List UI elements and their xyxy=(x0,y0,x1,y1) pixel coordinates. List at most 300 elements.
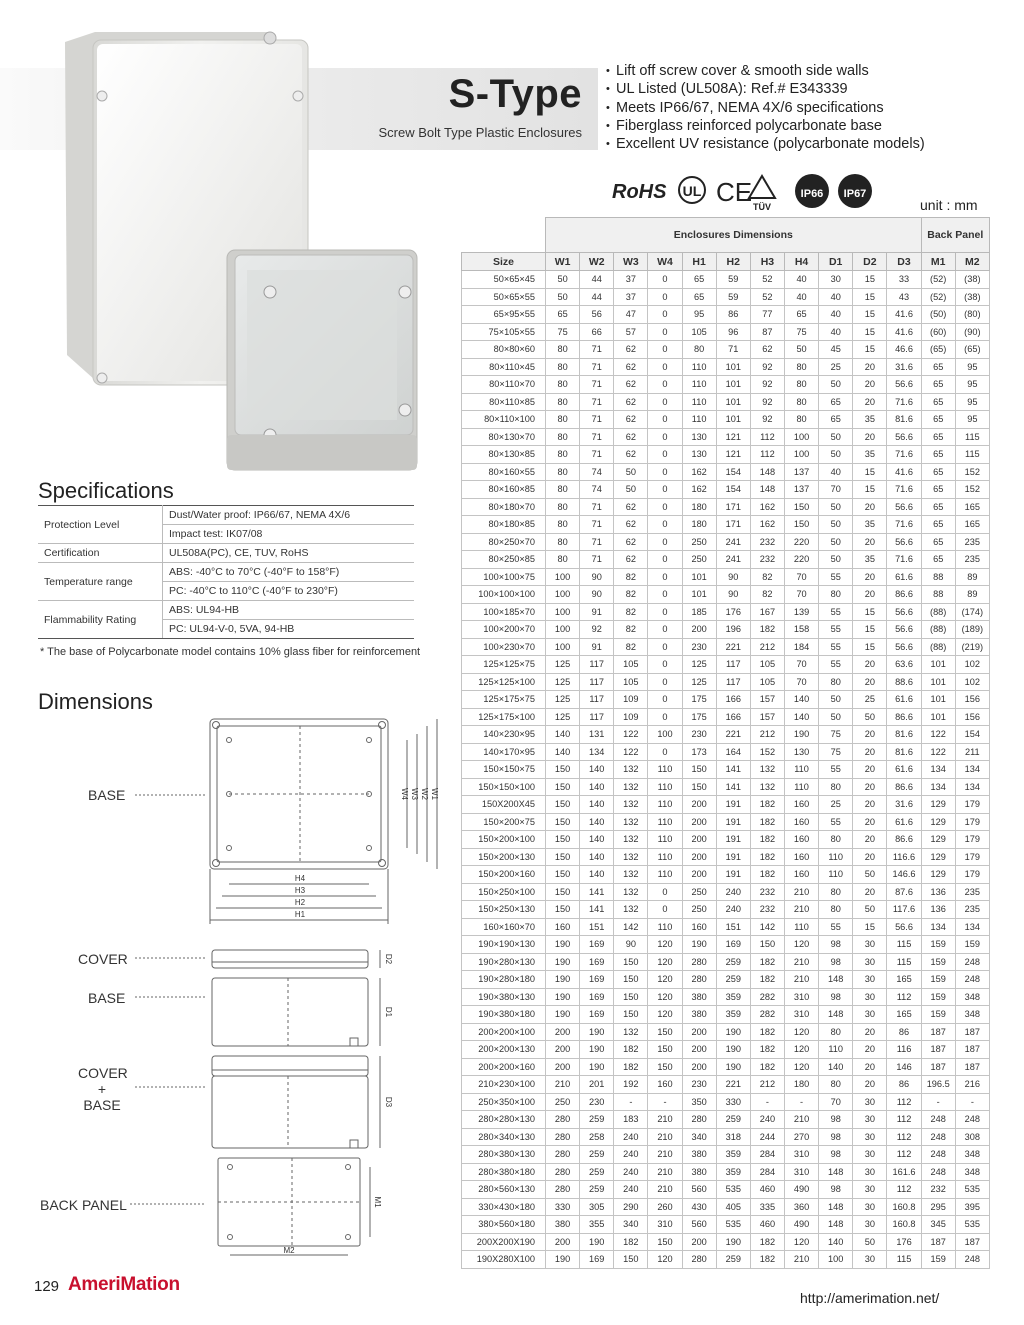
table-cell: 122 xyxy=(614,726,648,744)
spec-value: ABS: -40°C to 70°C (-40°F to 158°F) xyxy=(163,563,415,582)
d2-label: D2 xyxy=(384,953,393,965)
table-row xyxy=(462,1023,990,1041)
size-cell: 100×100×75 xyxy=(462,568,546,586)
table-cell: 30 xyxy=(853,1093,887,1111)
table-cell: 35 xyxy=(853,516,887,534)
size-cell: 80×110×85 xyxy=(462,393,546,411)
table-cell: 148 xyxy=(750,481,784,499)
table-cell: (88) xyxy=(921,603,955,621)
size-cell: 125×175×100 xyxy=(462,708,546,726)
table-cell: 80 xyxy=(546,498,580,516)
table-cell: 37 xyxy=(614,288,648,306)
table-cell: 40 xyxy=(819,463,853,481)
table-cell: 259 xyxy=(716,1251,750,1269)
table-cell: 159 xyxy=(921,953,955,971)
table-cell: 156 xyxy=(955,708,989,726)
table-row xyxy=(462,638,990,656)
table-cell: 30 xyxy=(853,1251,887,1269)
table-cell: 75 xyxy=(546,323,580,341)
table-cell: 110 xyxy=(784,778,818,796)
table-cell: 150 xyxy=(614,971,648,989)
table-cell: 187 xyxy=(955,1233,989,1251)
table-cell: 190 xyxy=(716,1041,750,1059)
table-cell: 100 xyxy=(546,621,580,639)
size-cell: 150×250×130 xyxy=(462,901,546,919)
table-cell: 259 xyxy=(716,1111,750,1129)
table-cell: 70 xyxy=(819,481,853,499)
table-cell: 240 xyxy=(716,883,750,901)
table-row xyxy=(462,1216,990,1234)
table-cell: 182 xyxy=(750,1251,784,1269)
table-cell: 44 xyxy=(580,288,614,306)
spec-value: ABS: UL94-HB xyxy=(163,601,415,620)
table-cell: 62 xyxy=(614,551,648,569)
table-cell: 82 xyxy=(614,621,648,639)
size-cell: 100×100×100 xyxy=(462,586,546,604)
table-cell: 71 xyxy=(716,341,750,359)
table-cell: 134 xyxy=(580,743,614,761)
table-cell: 112 xyxy=(750,428,784,446)
table-cell: 535 xyxy=(955,1216,989,1234)
spec-label: Certification xyxy=(38,544,163,563)
table-cell: 141 xyxy=(716,761,750,779)
table-cell: 241 xyxy=(716,533,750,551)
table-cell: 47 xyxy=(614,306,648,324)
table-cell: 169 xyxy=(580,1251,614,1269)
table-cell: 0 xyxy=(648,288,682,306)
size-cell: 80×250×85 xyxy=(462,551,546,569)
size-cell: 80×160×55 xyxy=(462,463,546,481)
table-cell: 280 xyxy=(546,1181,580,1199)
table-cell: 187 xyxy=(955,1041,989,1059)
table-cell: 120 xyxy=(648,988,682,1006)
table-cell: 221 xyxy=(716,726,750,744)
table-row xyxy=(462,1128,990,1146)
table-cell: 235 xyxy=(955,533,989,551)
feature-item: • UL Listed (UL508A): Ref.# E343339 xyxy=(606,80,925,98)
table-cell: 15 xyxy=(853,271,887,289)
table-row xyxy=(462,463,990,481)
table-cell: 55 xyxy=(819,621,853,639)
table-cell: 15 xyxy=(853,463,887,481)
table-cell: 98 xyxy=(819,1181,853,1199)
size-cell: 80×110×100 xyxy=(462,411,546,429)
table-cell: 141 xyxy=(580,901,614,919)
table-cell: 244 xyxy=(750,1128,784,1146)
table-cell: 148 xyxy=(819,1006,853,1024)
table-cell: 230 xyxy=(682,1076,716,1094)
table-cell: 110 xyxy=(682,358,716,376)
table-cell: (52) xyxy=(921,271,955,289)
table-cell: 200 xyxy=(682,866,716,884)
table-cell: 150 xyxy=(546,883,580,901)
table-cell: 80 xyxy=(682,341,716,359)
table-cell: 210 xyxy=(784,883,818,901)
table-cell: 65 xyxy=(682,288,716,306)
table-cell: 100 xyxy=(546,586,580,604)
table-cell: 348 xyxy=(955,1163,989,1181)
table-cell: 179 xyxy=(955,813,989,831)
table-cell: 50 xyxy=(819,708,853,726)
table-cell: 25 xyxy=(853,691,887,709)
size-cell: 75×105×55 xyxy=(462,323,546,341)
column-header: M1 xyxy=(921,253,955,271)
table-row xyxy=(462,586,990,604)
table-cell: 77 xyxy=(750,306,784,324)
table-cell: 0 xyxy=(648,533,682,551)
table-cell: 92 xyxy=(750,393,784,411)
table-cell: 182 xyxy=(750,953,784,971)
table-body xyxy=(462,271,990,1269)
spec-label: Temperature range xyxy=(38,563,163,601)
table-cell: 20 xyxy=(853,393,887,411)
table-cell: 30 xyxy=(819,271,853,289)
svg-text:UL: UL xyxy=(682,183,702,199)
table-cell: 33 xyxy=(887,271,921,289)
table-cell: 101 xyxy=(921,656,955,674)
table-cell: 259 xyxy=(716,953,750,971)
table-cell: 112 xyxy=(887,1111,921,1129)
table-cell: 162 xyxy=(682,463,716,481)
table-cell: 55 xyxy=(819,656,853,674)
table-cell: 89 xyxy=(955,568,989,586)
table-cell: 45 xyxy=(819,341,853,359)
table-cell: 65 xyxy=(921,551,955,569)
table-cell: 80 xyxy=(546,393,580,411)
table-cell: 44 xyxy=(580,271,614,289)
table-cell: 61.6 xyxy=(887,761,921,779)
table-cell: 130 xyxy=(784,743,818,761)
table-cell: 310 xyxy=(784,1146,818,1164)
table-cell: 230 xyxy=(580,1093,614,1111)
table-cell: 15 xyxy=(853,603,887,621)
table-cell: 55 xyxy=(819,761,853,779)
table-cell: 187 xyxy=(921,1233,955,1251)
table-cell: 335 xyxy=(750,1198,784,1216)
table-cell: 134 xyxy=(955,761,989,779)
table-cell: 130 xyxy=(682,428,716,446)
table-row xyxy=(462,446,990,464)
table-cell: 280 xyxy=(682,1251,716,1269)
table-row xyxy=(462,848,990,866)
table-cell: 70 xyxy=(784,568,818,586)
table-cell: 110 xyxy=(648,918,682,936)
d3-label: D3 xyxy=(384,1096,393,1108)
table-cell: 100 xyxy=(546,603,580,621)
table-cell: 41.6 xyxy=(887,463,921,481)
table-cell: 282 xyxy=(750,988,784,1006)
table-cell: 80 xyxy=(784,411,818,429)
table-cell: 160 xyxy=(648,1076,682,1094)
table-cell: 169 xyxy=(716,936,750,954)
size-cell: 100×185×70 xyxy=(462,603,546,621)
table-cell: 132 xyxy=(614,761,648,779)
table-cell: 137 xyxy=(784,463,818,481)
size-cell: 200×200×130 xyxy=(462,1041,546,1059)
table-cell: 190 xyxy=(546,936,580,954)
table-cell: 37 xyxy=(614,271,648,289)
spec-value: UL508A(PC), CE, TUV, RoHS xyxy=(163,544,415,563)
table-cell: 235 xyxy=(955,901,989,919)
table-cell: 165 xyxy=(887,1006,921,1024)
table-cell: 232 xyxy=(750,551,784,569)
table-cell: 20 xyxy=(853,1041,887,1059)
table-cell: 150 xyxy=(648,1233,682,1251)
table-cell: 157 xyxy=(750,708,784,726)
column-header: D2 xyxy=(853,253,887,271)
table-cell: 210 xyxy=(784,971,818,989)
back-panel-header: Back Panel xyxy=(921,218,989,253)
table-cell: 154 xyxy=(716,481,750,499)
tuv-logo xyxy=(749,176,775,212)
table-cell: 160.8 xyxy=(887,1216,921,1234)
size-cell: 140×170×95 xyxy=(462,743,546,761)
table-cell: 166 xyxy=(716,708,750,726)
size-cell: 280×380×180 xyxy=(462,1163,546,1181)
table-cell: 101 xyxy=(682,568,716,586)
table-cell: 80 xyxy=(546,551,580,569)
table-cell: 0 xyxy=(648,603,682,621)
table-cell: 210 xyxy=(784,953,818,971)
table-cell: 140 xyxy=(580,813,614,831)
spec-value: PC: -40°C to 110°C (-40°F to 230°F) xyxy=(163,582,415,601)
table-cell: 30 xyxy=(853,1128,887,1146)
table-cell: 120 xyxy=(784,936,818,954)
table-cell: 162 xyxy=(750,516,784,534)
table-cell: 65 xyxy=(819,393,853,411)
table-cell: 190 xyxy=(546,971,580,989)
table-cell: 62 xyxy=(614,341,648,359)
table-cell: 71.6 xyxy=(887,551,921,569)
table-cell: 212 xyxy=(750,638,784,656)
table-cell: 380 xyxy=(682,1146,716,1164)
table-cell: 359 xyxy=(716,1163,750,1181)
table-cell: 20 xyxy=(853,778,887,796)
table-cell: 125 xyxy=(682,673,716,691)
table-cell: 200 xyxy=(682,848,716,866)
table-cell: 65 xyxy=(784,306,818,324)
table-cell: 31.6 xyxy=(887,358,921,376)
table-cell: 80 xyxy=(546,481,580,499)
table-cell: 30 xyxy=(853,988,887,1006)
table-cell: 220 xyxy=(784,533,818,551)
table-cell: 110 xyxy=(819,1041,853,1059)
table-row xyxy=(462,393,990,411)
table-cell: 157 xyxy=(750,691,784,709)
table-cell: 71 xyxy=(580,393,614,411)
spec-label: Protection Level xyxy=(38,506,163,544)
table-cell: 81.6 xyxy=(887,743,921,761)
table-cell: 0 xyxy=(648,743,682,761)
table-cell: 240 xyxy=(750,1111,784,1129)
table-cell: 248 xyxy=(955,1251,989,1269)
table-cell: 15 xyxy=(853,638,887,656)
h2-label: H2 xyxy=(294,898,306,907)
table-cell: 117 xyxy=(580,656,614,674)
table-cell: 132 xyxy=(614,866,648,884)
table-cell: 212 xyxy=(750,726,784,744)
table-cell: 50 xyxy=(614,481,648,499)
table-cell: 0 xyxy=(648,376,682,394)
table-cell: 25 xyxy=(819,796,853,814)
table-cell: 169 xyxy=(580,988,614,1006)
table-cell: - xyxy=(750,1093,784,1111)
table-cell: 120 xyxy=(648,936,682,954)
table-cell: 125 xyxy=(546,691,580,709)
column-header: H2 xyxy=(716,253,750,271)
table-cell: 150 xyxy=(614,1006,648,1024)
table-cell: 122 xyxy=(614,743,648,761)
table-cell: 210 xyxy=(648,1111,682,1129)
spec-label: Flammability Rating xyxy=(38,601,163,639)
table-cell: 221 xyxy=(716,638,750,656)
table-cell: 71 xyxy=(580,446,614,464)
table-cell: 90 xyxy=(716,586,750,604)
table-cell: 20 xyxy=(853,813,887,831)
table-cell: 110 xyxy=(648,796,682,814)
table-cell: 284 xyxy=(750,1163,784,1181)
table-cell: 110 xyxy=(784,761,818,779)
table-cell: 146.6 xyxy=(887,866,921,884)
table-row xyxy=(462,1233,990,1251)
table-cell: 96 xyxy=(716,323,750,341)
table-cell: 86.6 xyxy=(887,778,921,796)
table-cell: 159 xyxy=(921,988,955,1006)
size-cell: 80×180×70 xyxy=(462,498,546,516)
table-cell: 35 xyxy=(853,551,887,569)
table-cell: 191 xyxy=(716,796,750,814)
table-cell: 187 xyxy=(921,1058,955,1076)
table-cell: 200 xyxy=(682,831,716,849)
table-cell: 159 xyxy=(921,936,955,954)
table-cell: 150 xyxy=(546,813,580,831)
table-cell: 112 xyxy=(750,446,784,464)
table-cell: 140 xyxy=(819,1058,853,1076)
table-cell: 50 xyxy=(819,533,853,551)
table-cell: 70 xyxy=(784,656,818,674)
table-cell: 109 xyxy=(614,691,648,709)
table-cell: 80 xyxy=(546,428,580,446)
table-cell: 65 xyxy=(682,271,716,289)
table-cell: 117.6 xyxy=(887,901,921,919)
table-cell: 62 xyxy=(614,446,648,464)
unit-label: unit : mm xyxy=(920,197,978,213)
table-cell: 200 xyxy=(682,1023,716,1041)
table-cell: 41.6 xyxy=(887,323,921,341)
table-cell: 110 xyxy=(784,918,818,936)
table-cell: 232 xyxy=(750,901,784,919)
table-cell: 340 xyxy=(614,1216,648,1234)
table-cell: 125 xyxy=(546,656,580,674)
table-cell: 173 xyxy=(682,743,716,761)
table-cell: 61.6 xyxy=(887,813,921,831)
table-cell: 101 xyxy=(716,411,750,429)
table-cell: 132 xyxy=(614,883,648,901)
table-cell: 41.6 xyxy=(887,306,921,324)
table-row xyxy=(462,778,990,796)
table-cell: 30 xyxy=(853,1198,887,1216)
table-cell: 65 xyxy=(921,393,955,411)
column-header: H4 xyxy=(784,253,818,271)
table-cell: 200 xyxy=(682,621,716,639)
table-cell: 62 xyxy=(614,516,648,534)
table-cell: 30 xyxy=(853,1163,887,1181)
table-cell: 50 xyxy=(819,498,853,516)
table-cell: 150 xyxy=(682,761,716,779)
base-label: BASE xyxy=(88,787,126,803)
table-row xyxy=(462,568,990,586)
table-cell: 139 xyxy=(784,603,818,621)
table-cell: 102 xyxy=(955,656,989,674)
h1-label: H1 xyxy=(294,910,306,919)
table-cell: 171 xyxy=(716,516,750,534)
table-cell: 140 xyxy=(784,708,818,726)
table-cell: 348 xyxy=(955,988,989,1006)
table-cell: 348 xyxy=(955,1146,989,1164)
table-cell: 71.6 xyxy=(887,393,921,411)
m1-label: M1 xyxy=(373,1196,382,1208)
table-row xyxy=(462,428,990,446)
table-cell: 65 xyxy=(921,358,955,376)
table-cell: 110 xyxy=(648,778,682,796)
table-cell: 240 xyxy=(614,1181,648,1199)
table-cell: 240 xyxy=(614,1128,648,1146)
table-cell: 136 xyxy=(921,901,955,919)
table-cell: 232 xyxy=(750,883,784,901)
size-cell: 190×380×130 xyxy=(462,988,546,1006)
table-cell: 176 xyxy=(887,1233,921,1251)
table-cell: 150 xyxy=(614,1251,648,1269)
table-cell: (80) xyxy=(955,306,989,324)
product-title: S-Type xyxy=(448,72,582,116)
table-cell: 40 xyxy=(784,271,818,289)
table-cell: (65) xyxy=(955,341,989,359)
table-cell: 0 xyxy=(648,393,682,411)
table-cell: 50 xyxy=(853,708,887,726)
column-header: W2 xyxy=(580,253,614,271)
size-cell: 65×95×55 xyxy=(462,306,546,324)
table-cell: 66 xyxy=(580,323,614,341)
table-cell: 310 xyxy=(784,1006,818,1024)
website-link[interactable]: http://amerimation.net/ xyxy=(800,1290,940,1306)
table-row xyxy=(462,516,990,534)
table-cell: 110 xyxy=(819,848,853,866)
table-cell: 345 xyxy=(921,1216,955,1234)
table-cell: 140 xyxy=(784,691,818,709)
table-cell: 50 xyxy=(819,428,853,446)
table-cell: 191 xyxy=(716,813,750,831)
table-cell: 164 xyxy=(716,743,750,761)
table-cell: 100 xyxy=(819,1251,853,1269)
table-cell: 169 xyxy=(580,1006,614,1024)
table-cell: 81.6 xyxy=(887,411,921,429)
size-cell: 280×340×130 xyxy=(462,1128,546,1146)
table-cell: 166 xyxy=(716,691,750,709)
dimensions-drawing xyxy=(30,712,450,1267)
table-cell: 55 xyxy=(819,918,853,936)
size-cell: 190×190×130 xyxy=(462,936,546,954)
table-cell: 220 xyxy=(784,551,818,569)
table-cell: 65 xyxy=(921,498,955,516)
table-cell: 140 xyxy=(580,761,614,779)
table-cell: 132 xyxy=(614,1023,648,1041)
table-cell: 132 xyxy=(750,778,784,796)
table-row xyxy=(462,1251,990,1269)
table-cell: 221 xyxy=(716,1076,750,1094)
spec-row xyxy=(38,601,414,620)
table-cell: 102 xyxy=(955,673,989,691)
table-cell: 248 xyxy=(921,1146,955,1164)
